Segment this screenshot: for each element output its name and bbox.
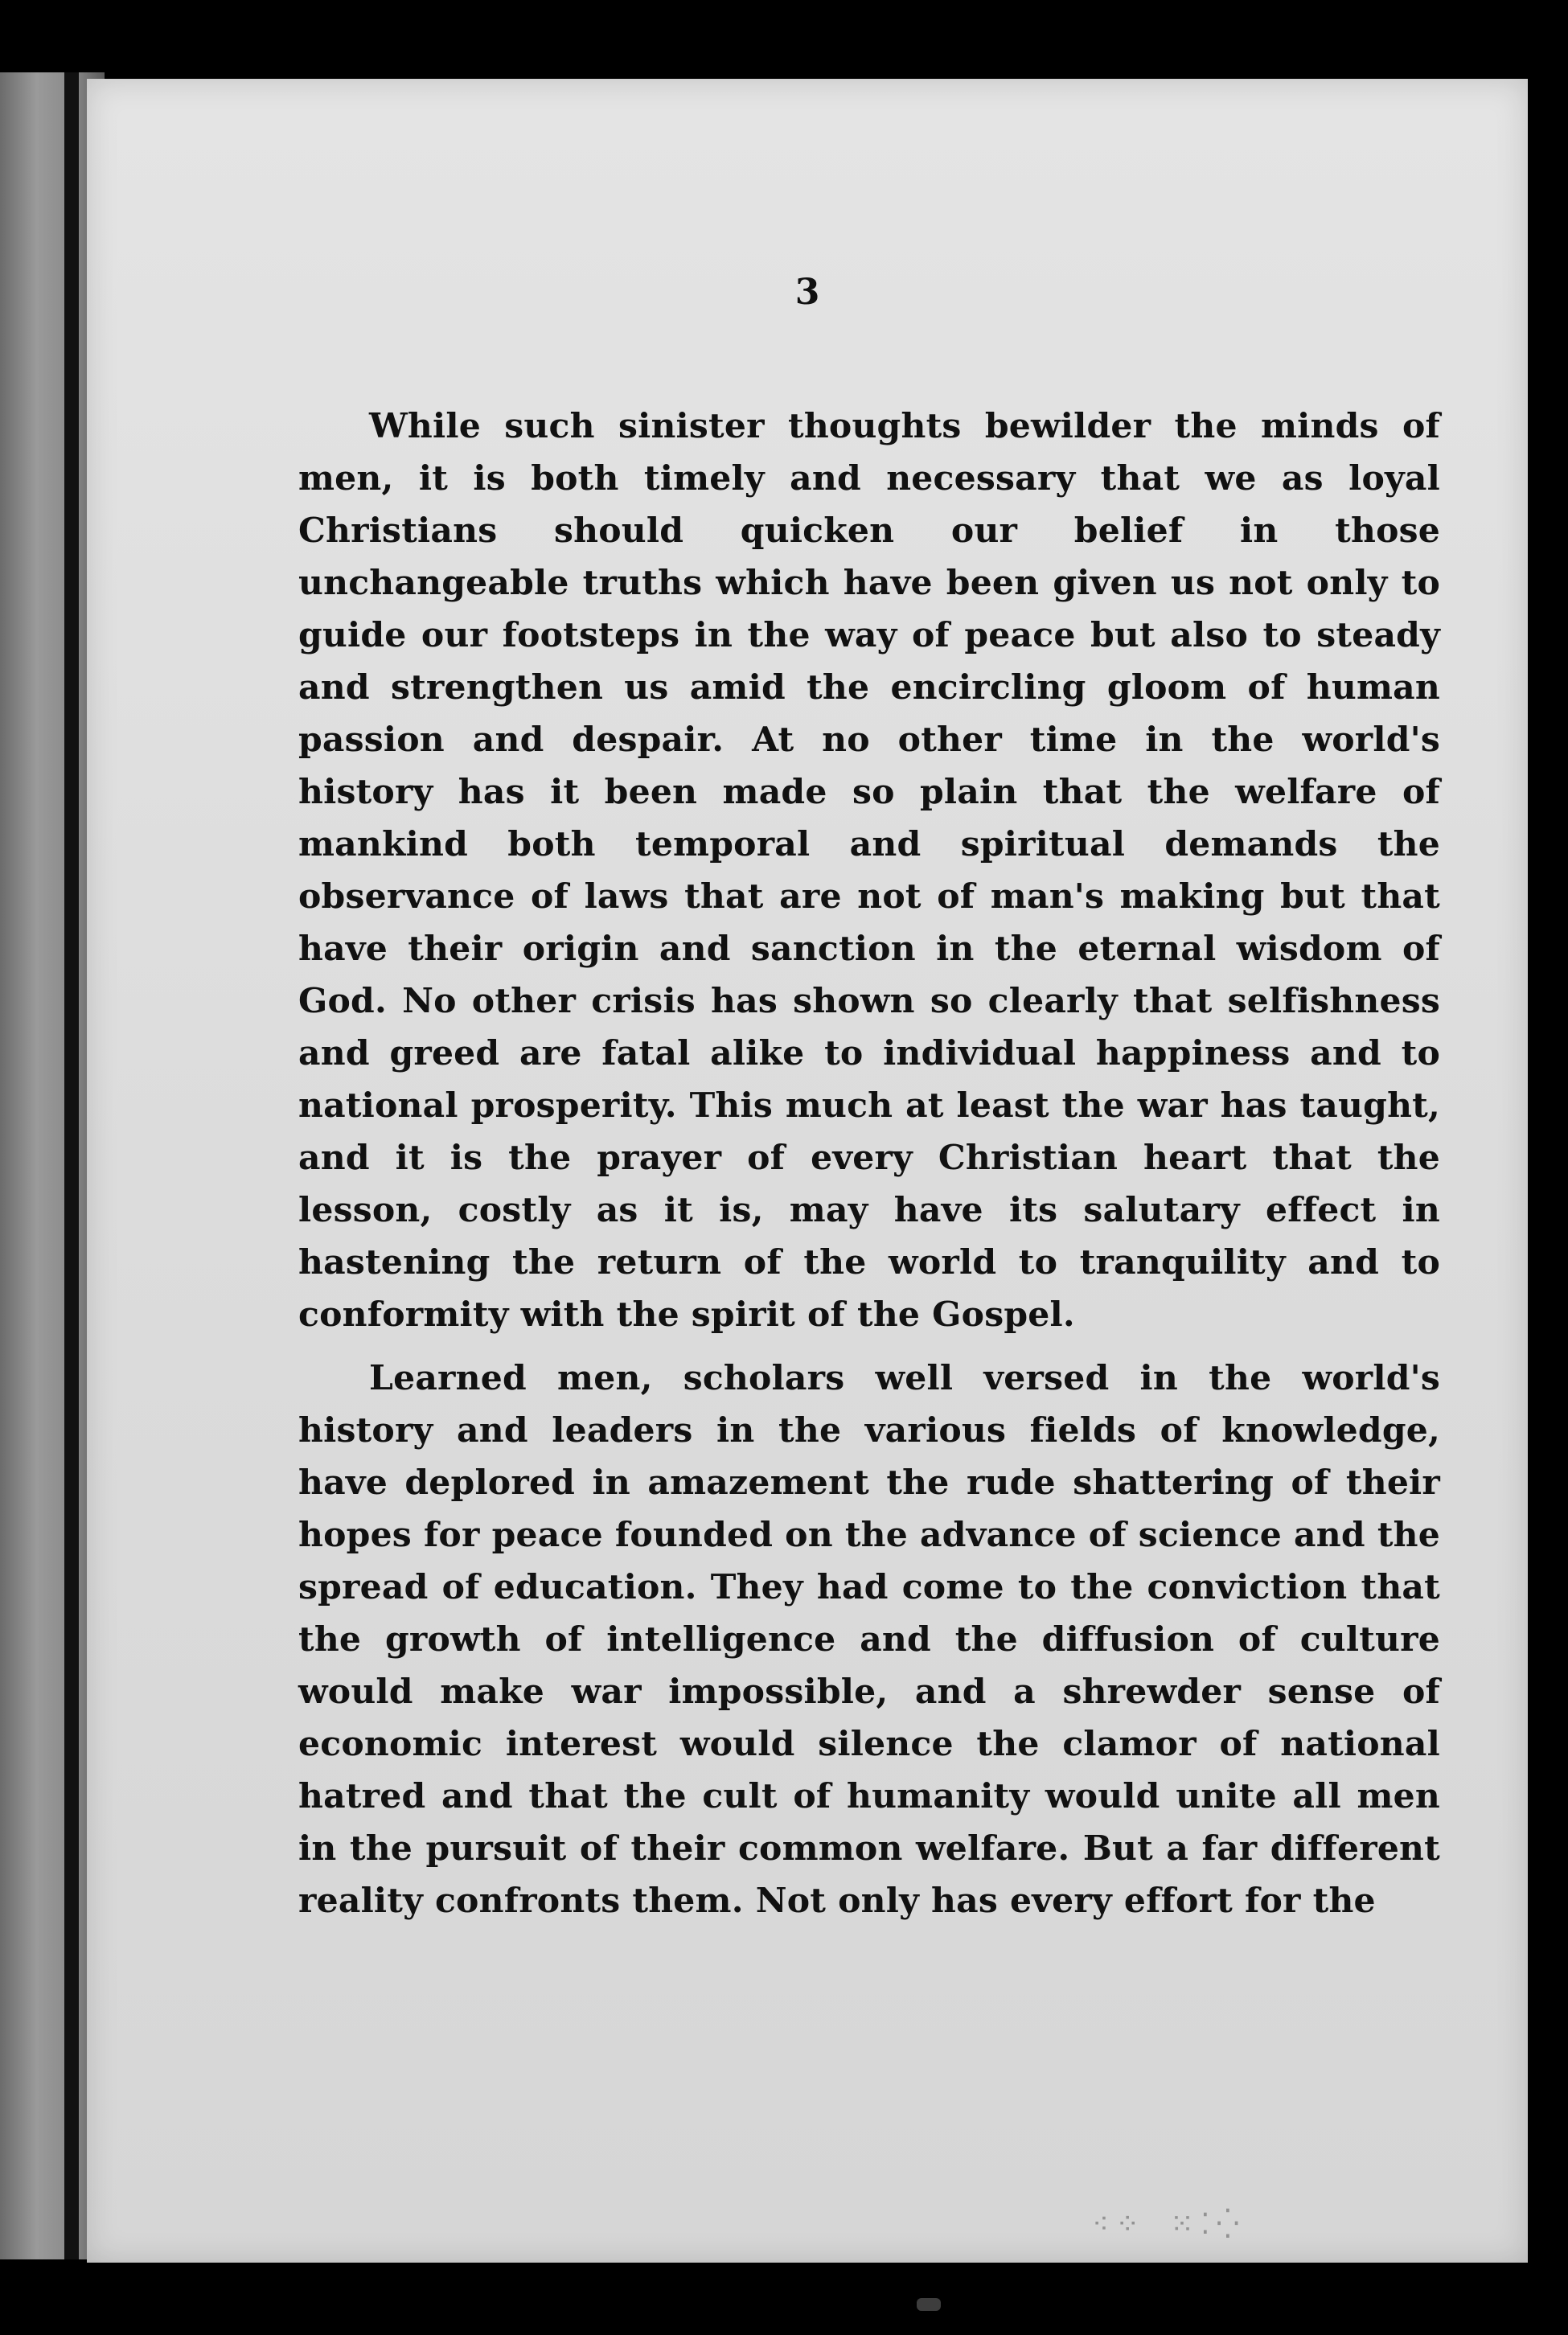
document-page <box>87 79 1528 2263</box>
paragraph-2: Learned men, scholars well versed in the world's history and leaders in the various fields of knowledge, have deplored in amazement the rude shattering of their hopes for peace founded on the advance of science and the spread of education. They had come to the conviction that the growth of intelligence and the diffusion of culture would make war impossible, and a shrewder sense of economic interest would silence the clamor of national hatred and that the cult of humanity would unite all men in the pursuit of their common welfare. But a far different reality confronts them. Not only has every effort for the <box>298 1358 1440 1921</box>
binding-gutter <box>64 72 79 2259</box>
paragraph-1: While such sinister thoughts bewilder the minds of men, it is both timely and necessary that we as loyal Christians should quicken our belief in those unchangeable truths which have been given us not only to guide our footsteps in the way of peace but also to steady and strengthen us amid the encircling gloom of human passion and despair. At no other time in the world's history has it been made so plain that the welfare of mankind both temporal and spiritual demands the observance of laws that are not of man's making but that have their origin and sanction in the eternal wisdom of God. No other crisis has shown so clearly that selfishness and greed are fatal alike to individual happiness and to national prosperity. This much at least the war has taught, and it is the prayer of every Christian heart that the lesson, costly as it is, may have its salutary effect in hastening the return of the world to tranquility and to conformity with the spirit of the Gospel. <box>298 406 1440 1335</box>
body-text <box>298 400 1440 1927</box>
page-number: 3 <box>794 272 820 313</box>
faded-print-smudge: ⁖⁘ ⁙⁚⁛ <box>1092 2208 1246 2241</box>
scan-artifact-mark <box>917 2298 941 2311</box>
